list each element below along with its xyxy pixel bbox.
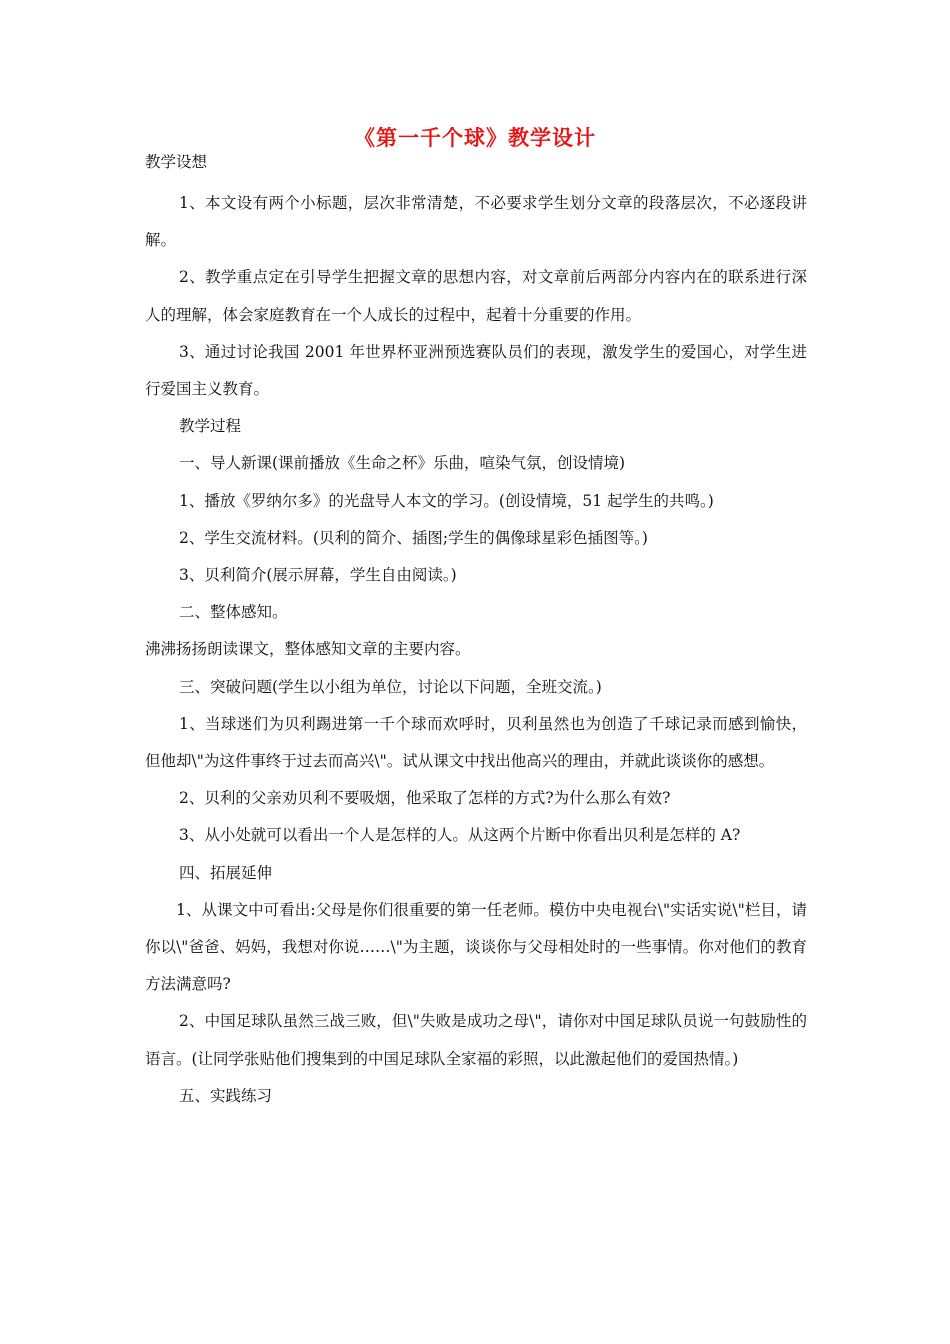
paragraph: 1、从课文中可看出:父母是你们很重要的第一任老师。模仿中央电视台\"实话实说\"栏目，请你以\"爸爸、妈妈，我想对你说……\"为主题，谈谈你与父母相处时的一些事情。你对他们的教育方法满意吗? <box>145 900 807 994</box>
section-heading: 一、导人新课(课前播放《生命之杯》乐曲，喧染气氛，创设情境) <box>179 454 626 473</box>
paragraph: 3、通过讨论我国 2001 年世界杯亚洲预选赛队员们的表现，激发学生的爱国心，对学生进行爱国主义教育。 <box>145 342 807 399</box>
paragraph: 1、本文设有两个小标题，层次非常清楚，不必要求学生划分文章的段落层次，不必逐段讲解。 <box>145 194 807 250</box>
section-heading: 三、突破问题(学生以小组为单位，讨论以下问题，全班交流。) <box>179 677 602 696</box>
paragraph: 1、播放《罗纳尔多》的光盘导人本文的学习。(创设情境，51 起学生的共鸣。) <box>179 491 714 510</box>
paragraph: 2、学生交流材料。(贝利的简介、插图;学生的偶像球星彩色插图等。) <box>179 528 648 547</box>
paragraph: 2、贝利的父亲劝贝利不要吸烟，他采取了怎样的方式?为什么那么有效? <box>179 789 671 808</box>
section-heading-teaching-process: 教学过程 <box>179 417 242 436</box>
paragraph: 3、贝利简介(展示屏幕，学生自由阅读。) <box>179 566 457 585</box>
paragraph: 1、当球迷们为贝利踢进第一千个球而欢呼时，贝利虽然也为创造了千球记录而感到愉快，但他却\"为这件事终于过去而高兴\"。试从课文中找出他高兴的理由，并就此谈谈你的感想。 <box>145 714 807 771</box>
section-heading: 五、实践练习 <box>179 1086 273 1105</box>
section-heading: 四、拓展延伸 <box>179 863 273 882</box>
section-heading: 二、整体感知。 <box>179 603 288 622</box>
paragraph: 3、从小处就可以看出一个人是怎样的人。从这两个片断中你看出贝利是怎样的 A? <box>179 826 741 845</box>
document-body <box>145 151 807 1115</box>
paragraph: 2、中国足球队虽然三战三败，但\"失败是成功之母\"，请你对中国足球队员说一句鼓励性的语言。(让同学张贴他们搜集到的中国足球队全家福的彩照，以此激起他们的爱国热情。) <box>145 1012 807 1068</box>
paragraph: 沸沸扬扬朗读课文，整体感知文章的主要内容。 <box>145 640 471 659</box>
paragraph: 2、教学重点定在引导学生把握文章的思想内容，对文章前后两部分内容内在的联系进行深人的理解，体会家庭教育在一个人成长的过程中，起着十分重要的作用。 <box>145 268 807 324</box>
document-title: 《第一千个球》教学设计 <box>354 125 596 150</box>
section-heading-teaching-concept: 教学设想 <box>145 153 208 171</box>
